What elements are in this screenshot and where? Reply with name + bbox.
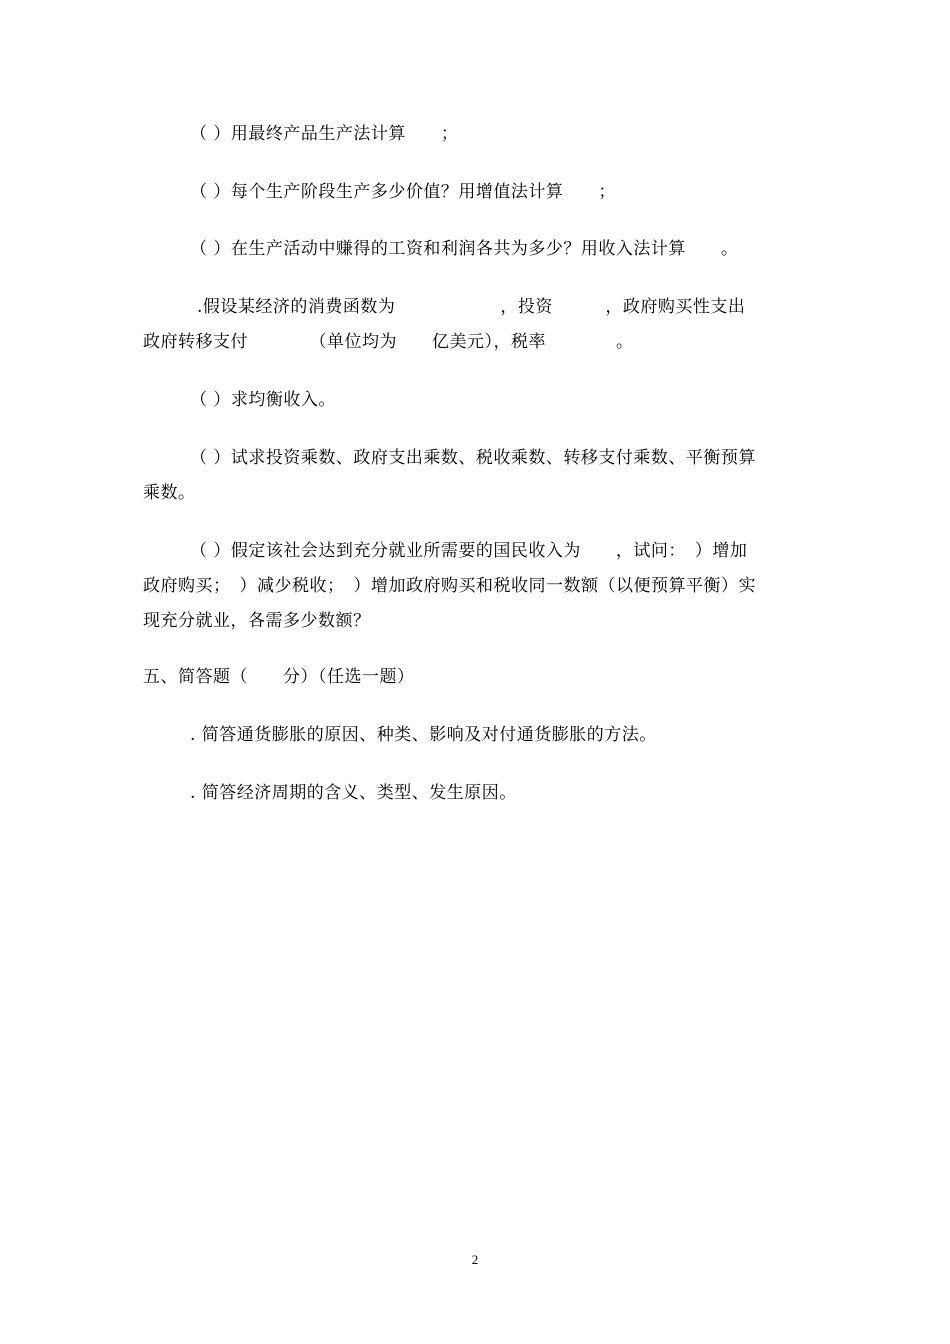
question-4-part-1: （ ）用最终产品生产法计算 ； [190, 124, 459, 144]
short-answer-question-1: . 简答通货膨胀的原因、种类、影响及对付通货膨胀的方法。 [190, 725, 657, 745]
question-5-intro-continued: 政府转移支付 （单位均为 亿美元），税率 。 [143, 332, 634, 352]
question-4-part-2: （ ）每个生产阶段生产多少价值？用增值法计算 ； [190, 182, 616, 202]
question-5-part-3-line-3: 现充分就业，各需多少数额？ [143, 611, 371, 631]
question-5-part-3-line-2: 政府购买； ）减少税收； ）增加政府购买和税收同一数额（以便预算平衡）实 [143, 576, 756, 596]
question-5-part-2: （ ）试求投资乘数、政府支出乘数、税收乘数、转移支付乘数、平衡预算 [190, 448, 756, 468]
question-5-part-1: （ ）求均衡收入。 [190, 390, 336, 410]
short-answer-question-2: . 简答经济周期的含义、类型、发生原因。 [190, 783, 517, 803]
page-number: 2 [471, 1252, 479, 1267]
section-5-heading: 五、简答题（ 分）（任选一题） [143, 667, 415, 687]
question-5-part-2-continued: 乘数。 [143, 483, 196, 503]
question-5-part-3: （ ）假定该社会达到充分就业所需要的国民收入为 ，试问： ）增加 [190, 541, 748, 561]
question-4-part-3: （ ）在生产活动中赚得的工资和利润各共为多少？用收入法计算 。 [190, 239, 739, 259]
question-5-intro: .假设某经济的消费函数为 ，投资 ，政府购买性支出 [197, 297, 746, 317]
